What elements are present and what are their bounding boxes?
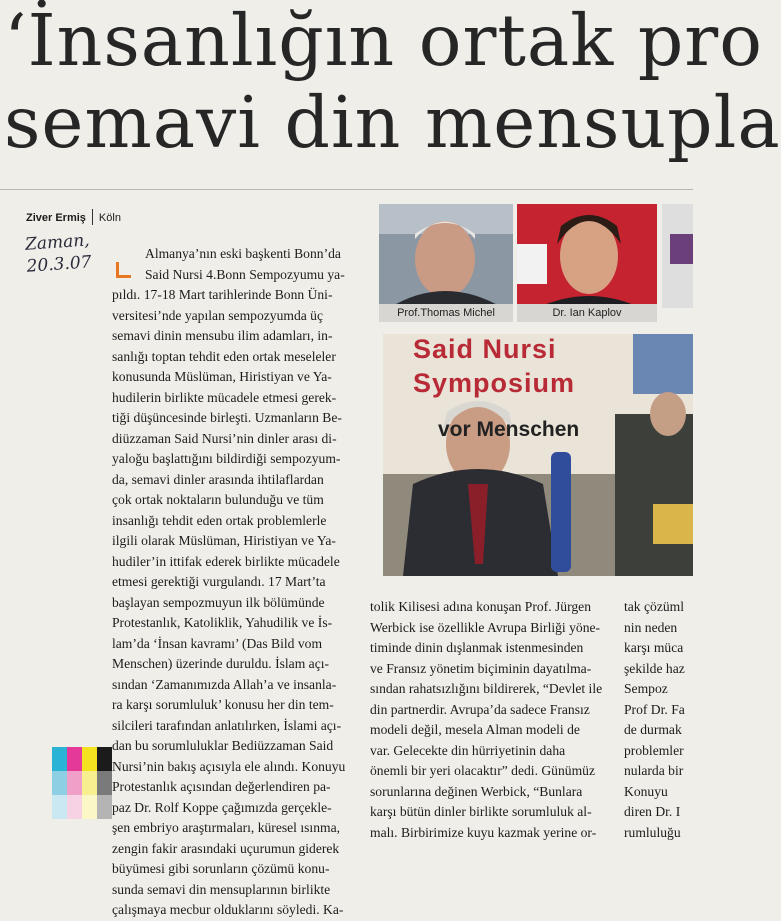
text-line: tolik Kilisesi adına konuşan Prof. Jürgen [370,599,592,614]
banner-line-1: Said Nursi [413,334,557,364]
headline-line-1: ‘İnsanlığın ortak pro [4,0,763,82]
text-line: büyümesi gibi sorunların çözümü konu- [112,861,330,876]
text-line: şekilde haz [624,660,685,676]
text-line: başlayan sempozmuyun ilk bölümünde [112,594,325,610]
article-column-3 [624,597,693,843]
yellow-swatch [82,747,97,771]
gray-light-swatch [97,795,112,819]
text-line: diren Dr. I [624,804,681,819]
banner-line-2: Symposium [413,368,576,398]
text-line: çok ortak noktaların bulunduğu ve tüm [112,492,324,507]
text-line: tiği düşüncesinde birleşti. Uzmanların Be- [112,410,342,425]
headline [4,0,781,188]
text-line: nularda bir [624,763,684,778]
headline-line-2: semavi din mensupla [4,81,781,164]
text-line: Sempoz [624,681,668,696]
text-line: versitesi’nde yapılan sempozyumda üç [112,307,324,323]
yellow-tint-swatch [82,771,97,795]
magenta-tint-swatch [67,771,82,795]
text-line: Werbick ise özellikle Avrupa Birliği yöne- [370,619,601,635]
author-name: Ziver Ermiş [26,212,86,224]
yellow-light-swatch [82,795,97,819]
text-line: din partnerdir. Avrupa’da sadece Fransız [370,701,590,717]
text-line: önemli bir yeri olacaktır” dedi. Günümüz [370,763,595,778]
text-line: hudiler’in ittifak ederek birlikte mücadele [112,553,340,569]
text-line: malı. Birbirimize kuyu kazmak yerine or- [370,824,597,840]
text-line: paz Dr. Rolf Koppe çağımızda gerçekle- [112,799,332,815]
caption-thomas-michel: Prof.Thomas Michel [379,304,513,322]
cyan-tint-swatch [52,771,67,795]
text-line: da, semavi dinler arasında ihtilaflardan [112,471,324,487]
text-line: konusunda Müslüman, Hiristiyan ve Ya- [112,369,332,384]
magenta-light-swatch [67,795,82,819]
text-line: de durmak [624,722,682,737]
text-line: pıldı. 17-18 Mart tarihlerinde Bonn Üni- [112,287,333,302]
text-line: rumluluğu [624,824,681,840]
handwritten-date: 20.3.07 [25,252,93,277]
magenta-swatch [67,747,82,771]
text-line: Nursi’nin bakış açısıyla ele alındı. Konuyu [112,758,346,774]
text-line: sanlığı toptan tehdit eden ortak meseleler [112,348,336,364]
text-line: Protestanlık, Katoliklik, Yahudilik ve İs- [112,615,333,630]
text-line: çalışmaya mecbur olduklarını söyledi. Ka- [112,902,344,917]
text-line: timinde dinin dışlanmak istenmesinden [370,640,584,655]
caption-ian-kaplov: Dr. Ian Kaplov [517,304,657,322]
text-line: sından rahatsızlığını bildirerek, “Devlet ile [370,681,603,696]
text-line: problemler [624,742,684,758]
text-line: etmesi gerektiği vurgulandı. 17 Mart’ta [112,574,326,589]
photo-ian-kaplov [517,204,657,308]
text-line: sunda semavi din mensuplarının birlikte [112,881,331,897]
text-line: Said Nursi 4.Bonn Sempozyumu ya- [145,266,345,282]
headline-divider [0,189,693,190]
text-line: silcileri tarafından anlatılırken, İslami açı- [112,717,342,733]
photo-fragment-icon [662,204,693,308]
text-line: nin neden [624,619,678,635]
text-line: şen embriyo araştırmaları, küresel ısınma, [112,820,341,835]
handwritten-source: Zaman, [24,230,91,255]
text-line: dan bu sorumluluklar Bediüzzaman Said [112,738,334,753]
text-line: sından ‘Zamanımızda Allah’a ve insanla- [112,676,337,692]
article-column-2 [370,597,614,843]
photo-cropped-right [662,204,693,308]
text-line: Prof Dr. Fa [624,701,685,717]
text-line: Almanya’nın eski başkenti Bonn’da [145,246,341,261]
text-line: Protestanlık açısından değerlendiren pa- [112,779,331,794]
byline [26,209,121,225]
text-line: insanlığı tehdit eden ortak problemlerle [112,512,327,528]
portrait-icon [379,204,513,308]
text-line: hudilerin birlikte mücadele etmesi gerek- [112,389,337,405]
text-line: ra karşı sorumluluk’ konusu her din tem- [112,697,334,712]
article-column-1 [112,244,364,921]
text-line: modeli değil, mesela Alman modeli de [370,722,580,737]
print-color-bar [52,747,112,819]
photo-thomas-michel [379,204,513,308]
photo-symposium-speaker [383,334,693,576]
text-line: diüzzaman Said Nursi’nin dinler arası di- [112,430,337,446]
cyan-light-swatch [52,795,67,819]
text-line: lam’da ‘İnsan kavramı’ (Das Bild vom [112,635,323,651]
cyan-swatch [52,747,67,771]
text-line: sorunlarına değinen Werbick, “Bunlara [370,783,583,799]
text-line: Menschen) üzerinde duruldu. İslam açı- [112,656,330,671]
text-line: Konuyu [624,783,668,799]
text-line: ve Fransız yönetim biçiminin dayatılma- [370,660,592,676]
dateline-location: Köln [98,212,121,224]
text-line: var. Gelecekte din hürriyetinin daha [370,742,566,758]
gray-swatch [97,771,112,795]
text-line: zengin fakir arasındaki uçurumun giderek [112,840,340,856]
text-line: karşı müca [624,640,684,655]
text-line: tak çözüml [624,599,685,614]
text-line: yaloğu başlattığını bildirdiği sempozyum- [112,451,341,466]
byline-separator [92,209,93,225]
text-line: karşı bütün dinler birlikte sorumluluk al- [370,804,592,819]
banner-line-3: vor Menschen [438,418,580,441]
text-line: ilgili olarak Müslüman, Hiristiyan ve Ya- [112,533,336,548]
portrait-icon [517,204,657,308]
black-swatch [97,747,112,771]
text-line: semavi dinin mensubu ilim adamları, in- [112,328,333,343]
